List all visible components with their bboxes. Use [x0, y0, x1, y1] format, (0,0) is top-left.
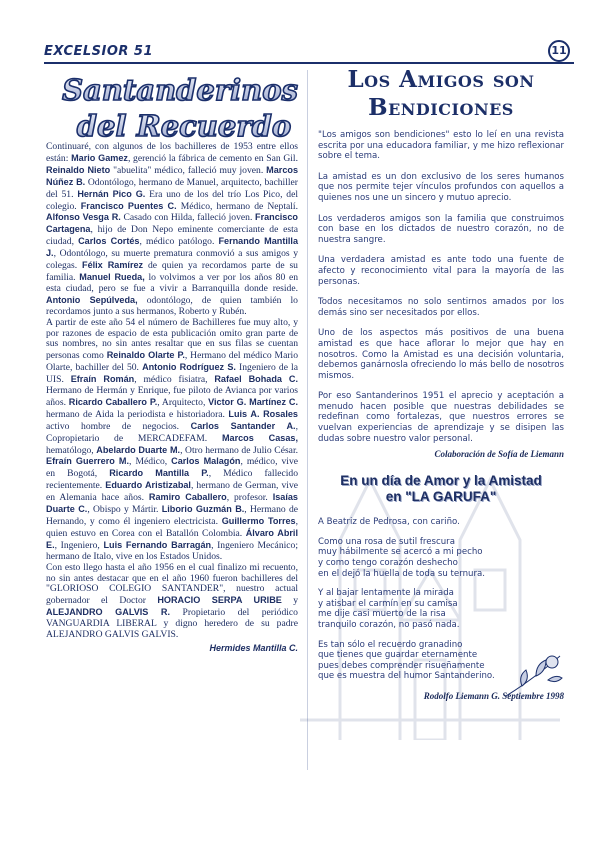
person-name: Efraín Román	[70, 374, 135, 385]
poem-title	[318, 473, 564, 505]
paragraph-text: Continuaré, con algunos de los bachilleres de 1953 entre ellos están:	[46, 141, 298, 164]
paragraph-text: , Ingeniero Mecánico; hermano de Italo, vive en los Estados Unidos.	[46, 539, 298, 562]
paragraph-text: , médico fisiatra,	[134, 374, 215, 386]
paragraph-text: Ingeniero de la UIS.	[46, 362, 298, 386]
paragraph-text: , Médico fallecido recientemente.	[46, 468, 299, 492]
paragraph-text: , Obispo y Mártir.	[87, 504, 162, 516]
person-name: Manuel Rueda,	[79, 271, 145, 282]
paragraph-text: , Otro hermano de Julio César.	[180, 444, 299, 456]
masthead	[44, 42, 574, 64]
left-paragraph	[46, 142, 298, 318]
paragraph-text: , Hermano de Hernando, y como él ingeniero electricista.	[46, 504, 298, 527]
paragraph-text: , quien estuvo en Corea con el Batallón Colombia.	[46, 516, 299, 539]
person-name: Alfonso Vesga R.	[46, 212, 121, 223]
paragraph-text: Médico, hermano de Neptalí.	[176, 200, 298, 212]
person-name: Victor G. Martínez C.	[208, 396, 298, 407]
person-name: Ricardo Caballero P.	[68, 396, 158, 407]
person-name: Reinaldo Nieto	[46, 164, 111, 175]
paragraph-text: Casado con Hilda, falleció joven.	[120, 212, 256, 224]
amigos-paragraph: Todos necesitamos no solo sentirnos amados por los demás sino ser necesitados por ellos.	[318, 297, 564, 318]
paragraph-text: lo volvimos a ver por los años 80 en esta ciudad, pero se fue a vivir a Barranquilla donde reside.	[46, 271, 299, 294]
paragraph-text: y	[281, 595, 299, 607]
paragraph-text: Odontólogo, hermano de Manuel, arquitecto, bachiller del 51.	[46, 176, 299, 200]
paragraph-text: , médico patólogo.	[139, 236, 219, 248]
paragraph-text: de quien ya recordamos parte de su familia.	[46, 260, 298, 283]
paragraph-text: odontólogo, de quien también lo recordamos junto a sus hermanos, Roberto y Rubén.	[46, 294, 298, 317]
person-name: Carlos Cortés	[78, 236, 140, 247]
poem-dedication: A Beatriz de Pedrosa, con cariño.	[318, 517, 460, 528]
santanderinos-title-art	[60, 68, 300, 144]
person-name: Reinaldo Olarte P.	[106, 350, 185, 361]
right-column	[318, 66, 564, 702]
person-name: Francisco Puentes C.	[80, 200, 177, 211]
left-paragraph	[46, 563, 298, 641]
person-name: Carlos Malagón	[171, 456, 241, 467]
paragraph-text: "abuelita" médico, falleció muy joven.	[110, 164, 267, 176]
person-name: Efraín Guerrero M.	[46, 456, 130, 467]
person-name: Marcos Casas,	[221, 432, 298, 443]
amigos-title-line1: Los Amigos son	[347, 66, 535, 93]
poem-line: me dije casi muerto de la risa	[318, 609, 446, 620]
left-article	[46, 142, 298, 654]
paragraph-text: Era uno de los del trío Los Pico, del colegio.	[46, 188, 298, 212]
person-name: Guillermo Torres	[221, 516, 296, 526]
paragraph-text: A partir de este año 54 el número de Bachilleres fue muy alto, y por razones de espacio de esta publicación omito gran parte de sus nombres, no sin antes resaltar que en sus filas se cuentan personas como	[46, 316, 298, 362]
amigos-paragraph: "Los amigos son bendiciones" esto lo leí en una revista escrita por una educadora familiar, y me hizo reflexionar sobre el tema.	[318, 130, 564, 162]
poem-line: pues debes comprender risueñamente	[318, 660, 485, 671]
person-name: Antonio Sepúlveda,	[46, 294, 138, 305]
person-name: ALEJANDRO GALVIS R.	[46, 607, 171, 618]
amigos-title-line2: Bendiciones	[368, 94, 514, 121]
person-name: Abelardo Duarte M.	[96, 444, 181, 455]
left-column	[46, 68, 302, 144]
poem-line: tranquilo corazón, no pasó nada.	[318, 620, 460, 630]
header-rule	[44, 62, 574, 64]
paragraph-text: , Médico,	[129, 456, 172, 468]
paragraph-text: , profesor.	[226, 492, 273, 504]
page-number-badge: 11	[548, 40, 570, 62]
paragraph-text: , médico, vive en Bogotá,	[46, 456, 298, 480]
person-name: Ricardo Mantilla P.	[109, 468, 209, 479]
amigos-paragraph: Uno de los aspectos más positivos de una buena amistad es que hace aflorar lo mejor que hay en nosotros. Como la Amistad es una decisión voluntaria, debemos ganárnosla ofreciendo lo más bello de nosotros mismos.	[318, 328, 565, 381]
poem-line: que tienes que guardar eternamente	[318, 650, 478, 661]
person-name: Antonio Rodríguez S.	[142, 362, 236, 373]
paragraph-text: , hermano de German, vive en Alemania hace años.	[46, 480, 298, 504]
person-name: Fernando Mantilla J.	[46, 236, 299, 259]
paragraph-text: , Arquitecto,	[157, 396, 209, 408]
amigos-paragraph: Los verdaderos amigos son la familia que construimos con base en los dictados de nuestro corazón, no de nuestra sangre.	[318, 213, 564, 245]
paragraph-text: , hijo de Don Nepo eminente comerciante de esta ciudad,	[46, 224, 298, 248]
amigos-paragraph: Por eso Santanderinos 1951 el aprecio y aceptación a menudo hacen posible que nuestras debilidades se redefinan como fortalezas, que nuestros errores se vuelvan experiencias de aprendizaje y se disipen las dudas sobre nuestro valor personal.	[318, 391, 564, 444]
amigos-paragraph: Una verdadera amistad es ante todo una fuente de afecto y reconocimiento vital para la mayoría de las personas.	[318, 255, 564, 287]
person-name: HORACIO SERPA URIBE	[157, 595, 282, 606]
paragraph-text: hermano de Aida la periodista e historiadora.	[46, 408, 229, 420]
poem-line: y atisbar el carmín en su camisa	[318, 598, 458, 609]
paragraph-text: , gerenció la fábrica de cemento en San Gil.	[127, 152, 298, 164]
left-paragraph	[46, 318, 298, 563]
paragraph-text: , Copropietario de MERCADEFAM.	[46, 420, 298, 444]
left-article-body	[46, 142, 298, 641]
person-name: Félix Ramírez	[82, 260, 144, 271]
title-art-svg	[60, 68, 300, 144]
paragraph-text: Propietario del periódico VANGUARDIA LIBERAL y digno heredero de su padre ALEJANDRO GALVIS GALVIS.	[46, 607, 298, 641]
paragraph-text: , Odontólogo, su muerte prematura conmovió a sus amigos y colegas.	[46, 248, 298, 272]
poem-signature: Rodolfo Liemann G. Septiembre 1998	[423, 690, 564, 701]
person-name: Mario Gamez	[71, 152, 128, 163]
poem-line: Es tan sólo el recuerdo granadino	[318, 639, 463, 650]
poem-title-line2: en "LA GARUFA"	[385, 489, 497, 505]
person-name: Álvaro Abril E.	[46, 527, 298, 550]
paragraph-text: Con esto llego hasta el año 1956 en el cual finalizo mi recuento, no sin antes destacar que en el año 1960 fueron bachilleres del "GLORIOSO COLEGIO SANTANDER", nuestro actual gobernador el Doctor	[46, 561, 298, 607]
person-name: Eduardo Aristizabal	[105, 480, 191, 491]
person-name: Liborio Guzmán B.	[161, 504, 245, 515]
paragraph-text: , Ingeniero,	[54, 539, 104, 551]
amigos-credit: Colaboración de Sofía de Liemann	[434, 449, 564, 460]
paragraph-text: Hermano de Hermán y Enrique, fue piloto de Avianca por varios años.	[46, 385, 298, 408]
paragraph-text: activo hombre de negocios.	[46, 420, 191, 432]
poem-stanza	[318, 588, 564, 630]
person-name: Isaías Duarte C.	[46, 492, 298, 515]
poem-line: en el dejó la huella de toda su ternura.	[318, 568, 486, 579]
publication-brand: EXCELSIOR 51	[44, 44, 154, 59]
poem-line: que es muestra del humor Santanderino.	[318, 671, 495, 682]
left-article-signature: Hermides Mantilla C.	[209, 642, 298, 653]
person-name: Ramiro Caballero	[148, 492, 227, 503]
poem-line: Como una rosa de sutil frescura	[318, 536, 455, 547]
amigos-article-body	[318, 130, 564, 444]
poem-line: Y al bajar lentamente la mirada	[318, 588, 454, 599]
person-name: Hernán Pico G.	[77, 188, 146, 199]
poem-line: y como tengo corazón deshecho	[318, 558, 458, 569]
person-name: Luis Fernando Barragán	[103, 539, 212, 550]
poem-title-line1: En un día de Amor y la Amistad	[340, 473, 542, 489]
person-name: Francisco Cartagena	[46, 212, 298, 235]
paragraph-text: , Hermano del médico Mario Olarte, bachiller del 50.	[46, 350, 298, 374]
amigos-paragraph: La amistad es un don exclusivo de los seres humanos que nos permite tejer vínculos profundos con aquellos a quienes nos une un sincero y mutuo aprecio.	[318, 171, 564, 203]
flower-illustration	[502, 650, 564, 698]
poem-line: muy hábilmente se acercó a mi pecho	[318, 547, 483, 558]
paragraph-text: hematólogo,	[46, 444, 97, 456]
person-name: Carlos Santander A.	[190, 420, 296, 431]
person-name: Luis A. Rosales	[228, 408, 298, 419]
amigos-title	[318, 66, 564, 122]
poem-stanza	[318, 537, 564, 579]
person-name: Rafael Bohada C.	[214, 374, 298, 385]
title-art-line2: del Recuerdo	[76, 109, 292, 143]
person-name: Marcos Núñez B.	[46, 164, 298, 187]
title-art-line1: Santanderinos	[62, 73, 298, 107]
